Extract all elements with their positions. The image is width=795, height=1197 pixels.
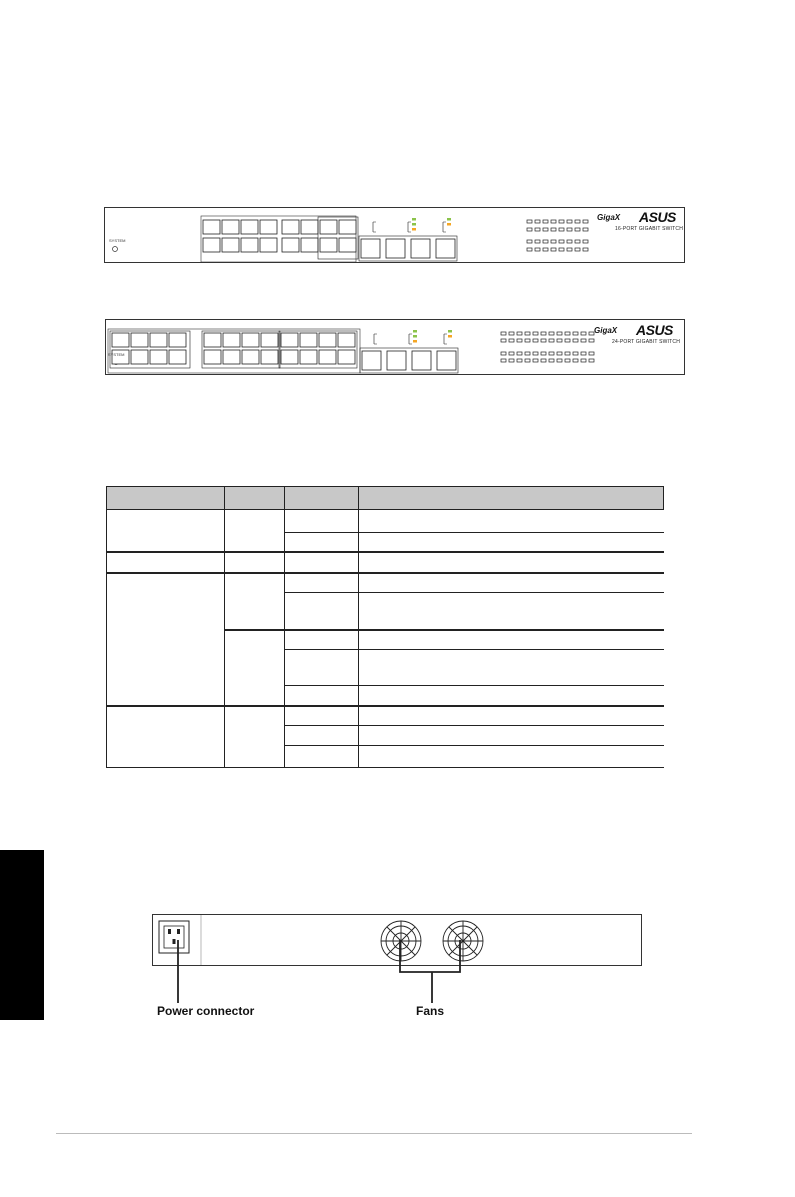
- system-led-label: SYSTEM: [109, 238, 126, 243]
- table-row: [284, 745, 664, 746]
- gigax-series-logo: GigaX: [594, 326, 618, 335]
- table-row: [106, 551, 664, 553]
- switch-16-front-panel: [104, 207, 685, 263]
- table-divider: [224, 510, 225, 768]
- table-divider: [358, 510, 359, 768]
- table-row: [106, 767, 664, 768]
- asus-logo: ASUS: [639, 209, 676, 225]
- footer-rule: [56, 1133, 692, 1134]
- table-divider: [106, 510, 107, 768]
- led-indicator-table: [106, 486, 664, 768]
- fans-label: Fans: [416, 1004, 445, 1018]
- table-divider: [224, 486, 225, 510]
- table-divider: [284, 486, 285, 510]
- table-divider: [284, 510, 285, 768]
- power-connector-label: Power connector: [157, 1004, 255, 1018]
- system-led-label: SYSTEM: [108, 352, 125, 357]
- table-row: [106, 705, 664, 707]
- table-row: [284, 649, 664, 650]
- table-row: [284, 685, 664, 686]
- table-divider: [358, 486, 359, 510]
- callout-lines: [0, 940, 795, 1060]
- table-row: [284, 592, 664, 593]
- asus-logo: ASUS: [636, 322, 673, 338]
- table-row: [224, 629, 664, 631]
- table-row: [284, 532, 664, 533]
- table-row: [106, 572, 664, 574]
- gigax-series-logo: GigaX: [597, 213, 621, 222]
- table-row: [284, 725, 664, 726]
- switch-24-front-panel: [105, 319, 685, 375]
- switch-model-label: 16-PORT GIGABIT SWITCH: [615, 226, 684, 232]
- table-header-row: [106, 486, 664, 510]
- switch-model-label: 24-PORT GIGABIT SWITCH: [612, 339, 681, 345]
